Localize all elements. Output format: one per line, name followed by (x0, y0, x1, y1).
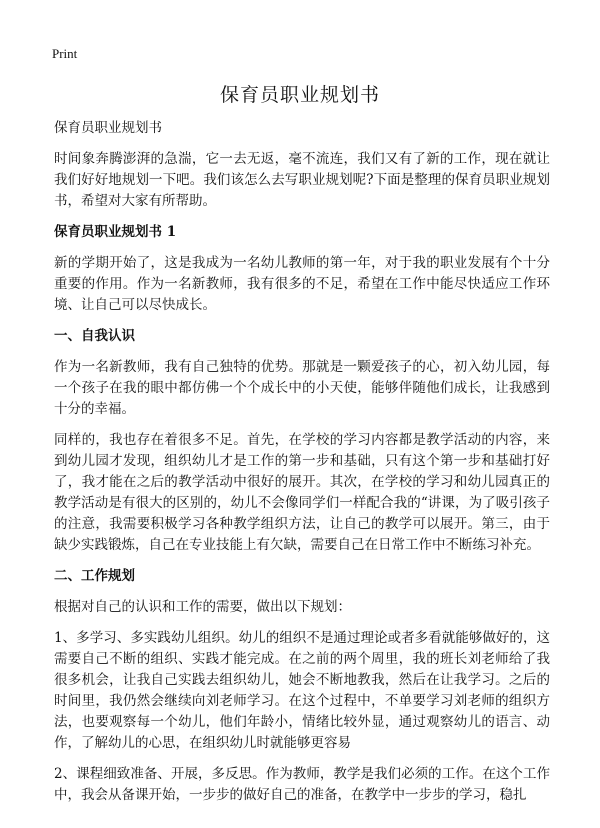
paragraph: 2、课程细致准备、开展，多反思。作为教师，教学是我们必须的工作。在这个工作中，我会从备课开始，一步步的做好自己的准备，在教学中一步步的学习，稳扎 (54, 766, 550, 803)
paragraph: 作为一名新教师，我有自己独特的优势。那就是一颗爱孩子的心，初入幼儿园，每一个孩子在我的眼中都仿佛一个个成长中的小天使，能够伴随他们成长，让我感到十分的幸福。 (54, 359, 550, 417)
print-link[interactable]: Print (52, 46, 78, 61)
paragraph: 根据对自己的认识和工作的需要，做出以下规划： (54, 599, 351, 615)
paragraph: 1、多学习、多实践幼儿组织。幼儿的组织不是通过理论或者多看就能够做好的，这需要自己不断的组织、实践才能完成。在之前的两个周里，我的班长刘老师给了我很多机会，让我自己实践去组织幼儿，她会不断地教我，然后在让我学习。之后的时间里，我仍然会继续向刘老师学习。在这个过程中，不单要学习刘老师的组织方法，也要观察每一个幼儿，他们年龄小，情绪比较外显，通过观察幼儿的语言、动作，了解幼儿的心思，在组织幼儿时就能够更容易 (54, 630, 550, 751)
paragraph: 新的学期开始了，这是我成为一名幼儿教师的第一年，对于我的职业发展有个十分重要的作用。作为一名新教师，我有很多的不足，希望在工作中能尽快适应工作环境、让自己可以尽快成长。 (54, 255, 550, 313)
heading-work-plan: 二、工作规划 (54, 568, 135, 584)
intro-paragraph: 时间象奔腾澎湃的急湍，它一去无返，毫不流连，我们又有了新的工作，现在就让我们好好地规划一下吧。我们该怎么去写职业规划呢?下面是整理的保育员职业规划书，希望对大家有所帮助。 (54, 151, 550, 209)
subtitle: 保育员职业规划书 (54, 120, 162, 136)
page-title: 保育员职业规划书 (219, 84, 380, 106)
paragraph: 同样的，我也存在着很多不足。首先，在学校的学习内容都是教学活动的内容，来到幼儿园才发现，组织幼儿才是工作的第一步和基础，只有这个第一步和基础打好了，我才能在之后的教学活动中很好的展开。其次，在学校的学习和幼儿园真正的教学活动是有很大的区别的，幼儿不会像同学们一样配合我的“讲课，为了吸引孩子的注意，我需要积极学习各种教学组织方法，让自己的教学可以展开。第三，由于缺少实践锻炼，自己在专业技能上有欠缺，需要自己在日常工作中不断练习补充。 (54, 432, 550, 553)
document-body (54, 118, 550, 816)
section-heading: 保育员职业规划书 1 (54, 224, 177, 240)
heading-self-awareness: 一、自我认识 (54, 328, 135, 344)
